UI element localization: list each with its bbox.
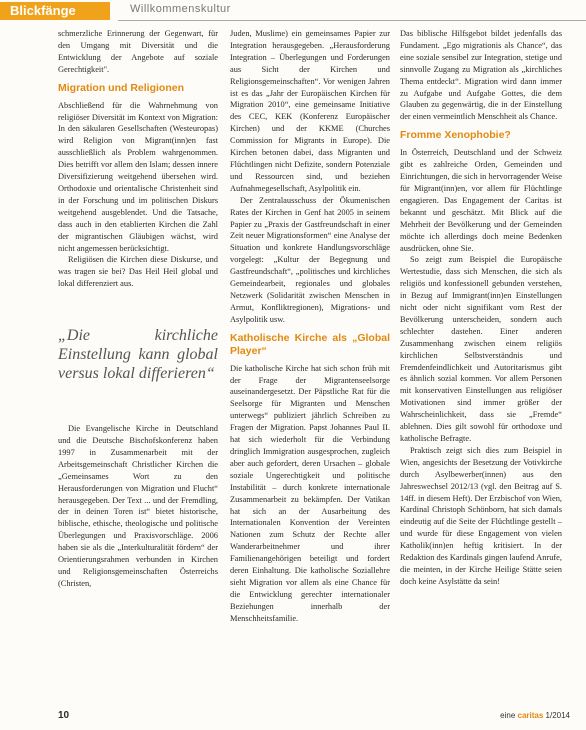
paragraph: Juden, Muslime) ein gemeinsames Papier zur Integration herausgegeben. „Herausforderung Integration – Überlegungen und Forderungen aus Sicht der Kirchen und Religionsgemeinschaften“. Vor wenigen Jahren ist es das „Jahr der Europäischen Kirchen für Migration 2010“, eine gemeinsame Initiative des CEC, KEK (Konferenz Europäischer Kirchen) und der KKME (Churches Commission for Migrants in Europe). Die Kirchen betonen dabei, dass Migranten und Flüchtlingen nicht Defizite, sondern Potenziale und Ressourcen sind, und beziehen Aufnahmegesellschaft, Asylpolitik ein. (230, 29, 390, 193)
paragraph: Das biblische Hilfsgebot bildet jedenfalls das Fundament. „Ego migrationis als Chance“, das eine soziale sensibel zur Integration, stetige und sinnvolle Zugang zu Migration als „kirchliches Thema entdeckt“. Migration wird dann immer zu Aufgabe und Aufgabe Gottes, die dem Glauben zu gegenwärtig, die in der Einstellung der einen vermeintlich Menschheit als Chance. (400, 29, 562, 122)
page-header (0, 0, 586, 22)
paragraph: Der Zentralausschuss der Ökumenischen Rates der Kirchen in Genf hat 2005 in seinem Papier zu „Praxis der Gastfreundschaft in einer Zeit neuer Migrationsformen“ eine Analyse der Situation und konkrete Handlungsvorschläge vorgelegt: „Kultur der Begegnung und Gastfreundschaft“, „politisches und kirchliches Gemeindearbeit, regionales und globales Netzwerk (Solidarität zwischen Menschen in Armut, Konfliktregionen), Migrations- und Asylpolitik usw. (230, 195, 390, 324)
paragraph: Die Evangelische Kirche in Deutschland und die Deutsche Bischofskonferenz haben 1997 in Zusammenarbeit mit der Arbeitsgemeinschaft Christlicher Kirchen die „Gemeinsames Wort zu den Herausforderungen von Migration und Flucht“ herausgegeben. Der Text ... und der Fremdling, der in deinen Toren ist“ bietet historische, biblische, ethische, theologische und politische Überlegungen und Praxisvorschläge. 2006 haben sie als die „Interkulturalität fördern“ der Orientierungsrahmen verbunden in Kirchen und Religionsgemeinschaften Österreichs (Christen, (58, 424, 218, 588)
magazine-name: caritas (517, 711, 544, 720)
subheading: Migration und Religionen (58, 81, 184, 94)
column-3 (400, 28, 562, 588)
header-rule (118, 20, 586, 21)
subheading: Katholische Kirche als „Global Player“ (230, 331, 390, 357)
column-1 (58, 28, 218, 590)
paragraph: Religiösen die Kirchen diese Diskurse, und was tragen sie bei? Das Heil Heil global und lokal differenziert aus. (58, 255, 218, 289)
page-number: 10 (58, 710, 70, 721)
header-title: Willkommenskultur (130, 3, 231, 15)
paragraph: Die katholische Kirche hat sich schon früh mit der Frage der Migrantenseelsorge auseinandergesetzt. Der Päpstliche Rat für die Seelsorge für Migranten und Menschen unterwegs“ publiziert jährlich Schreiben zu Fragen der Migration. Papst Johannes Paul II. hat sich wiederholt für die Verbindung dringlich Immigration ausgesprochen, zugleich aber auch gefordert, deren Ursachen – globale soziale Ungerechtigkeit und politische Instabilität – durch konkrete internationale Zusammenarbeit zu bekämpfen. Der Vatikan hat sich an der Ausarbeitung des Internationalen Konvention der Vereinten Nationen zum Schutz der Rechte aller Wanderarbeitnehmer und ihrer Familienangehörigen beteiligt und fordert deren Einhaltung. Die katholische Soziallehre sieht Migration vor allem als eine Chance für die Entwicklung gerechter internationaler Beziehungen innerhalb der Menschheitsfamilie. (230, 363, 390, 623)
magazine-prefix: eine (500, 711, 516, 720)
issue-number: 1/2014 (545, 711, 570, 720)
paragraph: schmerzliche Erinnerung der Gegenwart, für den Umgang mit Diversität und die Entwicklung der Angebote auf soziale Gerechtigkeit". (58, 29, 218, 74)
subheading: Fromme Xenophobie? (400, 129, 511, 142)
page-footer (0, 704, 586, 730)
column-2 (230, 28, 390, 625)
pull-quote: „Die kirchliche Einstellung kann global versus lokal differieren“ (58, 327, 218, 383)
paragraph: So zeigt zum Beispiel die Europäische Wertestudie, dass sich Menschen, die sich als religiös und konfessionell gebunden verstehen, in Bezug auf Immigrant(inn)en Einstellungen nicht oder nicht signifikant vom Rest der Bevölkerung unterscheiden, sondern auch schlechter dastehen. Einer anderen Zusammenhang zwischen einem religiös kirchlichen Selbstverständnis und Fremdenfeindlichkeit und Autoritarismus gibt es ähnlich sozial kommen. Vor allem Personen mit konservativen Einstellungen aus religiöser Motivationen sind immer größer der Wahrscheinlichkeit, dass sie „Fremde“ ablehnen. Dies gilt sowohl für orthodoxe und katholische Befragte. (400, 255, 562, 443)
paragraph: Abschließend für die Wahrnehmung von religiöser Diversität im Kontext von Migration: In den säkularen Gesellschaften (Westeuropas) wird Religion von Migrant(inn)en fast ausschließlich als Problem wahrgenommen. Dies betrifft vor allem den Islam; dessen innere Diversifizierung weitgehend übersehen wird. Orthodoxie und orientalische Christenheit sind in der Forschung und im politischen Diskurs weitgehend ausgeblendet. Und die Tatsache, dass auch in den etablierten Kirchen die Zahl der migrantischen Gläubigen wächst, wird nicht angemessen berücksichtigt. (58, 100, 218, 253)
paragraph: In Österreich, Deutschland und der Schweiz gibt es zahlreiche Orden, Gemeinden und Einrichtungen, die sich in hervorragender Weise für Migrant(inn)en, vor allem für Flüchtlinge engagieren. Das Engagement der Caritas ist bekannt und geschätzt. Mit Blick auf die Mehrheit der Bevölkerung und der Gemeinden möchte ich allerdings doch meine Bedenken ausdrücken, ohne Sie. (400, 148, 562, 253)
section-tag: Blickfänge (0, 2, 110, 20)
paragraph: Praktisch zeigt sich dies zum Beispiel in Wien, angesichts der Besetzung der Votivkirche durch Asylbewerber(innen) aus den Jahreswechsel 2012/13 (vgl. den Beitrag auf S. 14ff. in diesem Heft). Der Erzbischof von Wien, Kardinal Christoph Schönborn, hat sich damals eindeutig auf die Seite der Flüchtlinge gestellt – und wurde für diese Engagement von vielen Katholik(inn)en heftig kritisiert. In der Redaktion des Kardinals gingen laufend Anrufe, die meinten, in der Kirche Heilige Stätte seien doch keine Asylstätte da sein! (400, 445, 562, 586)
magazine-footer (500, 711, 570, 720)
